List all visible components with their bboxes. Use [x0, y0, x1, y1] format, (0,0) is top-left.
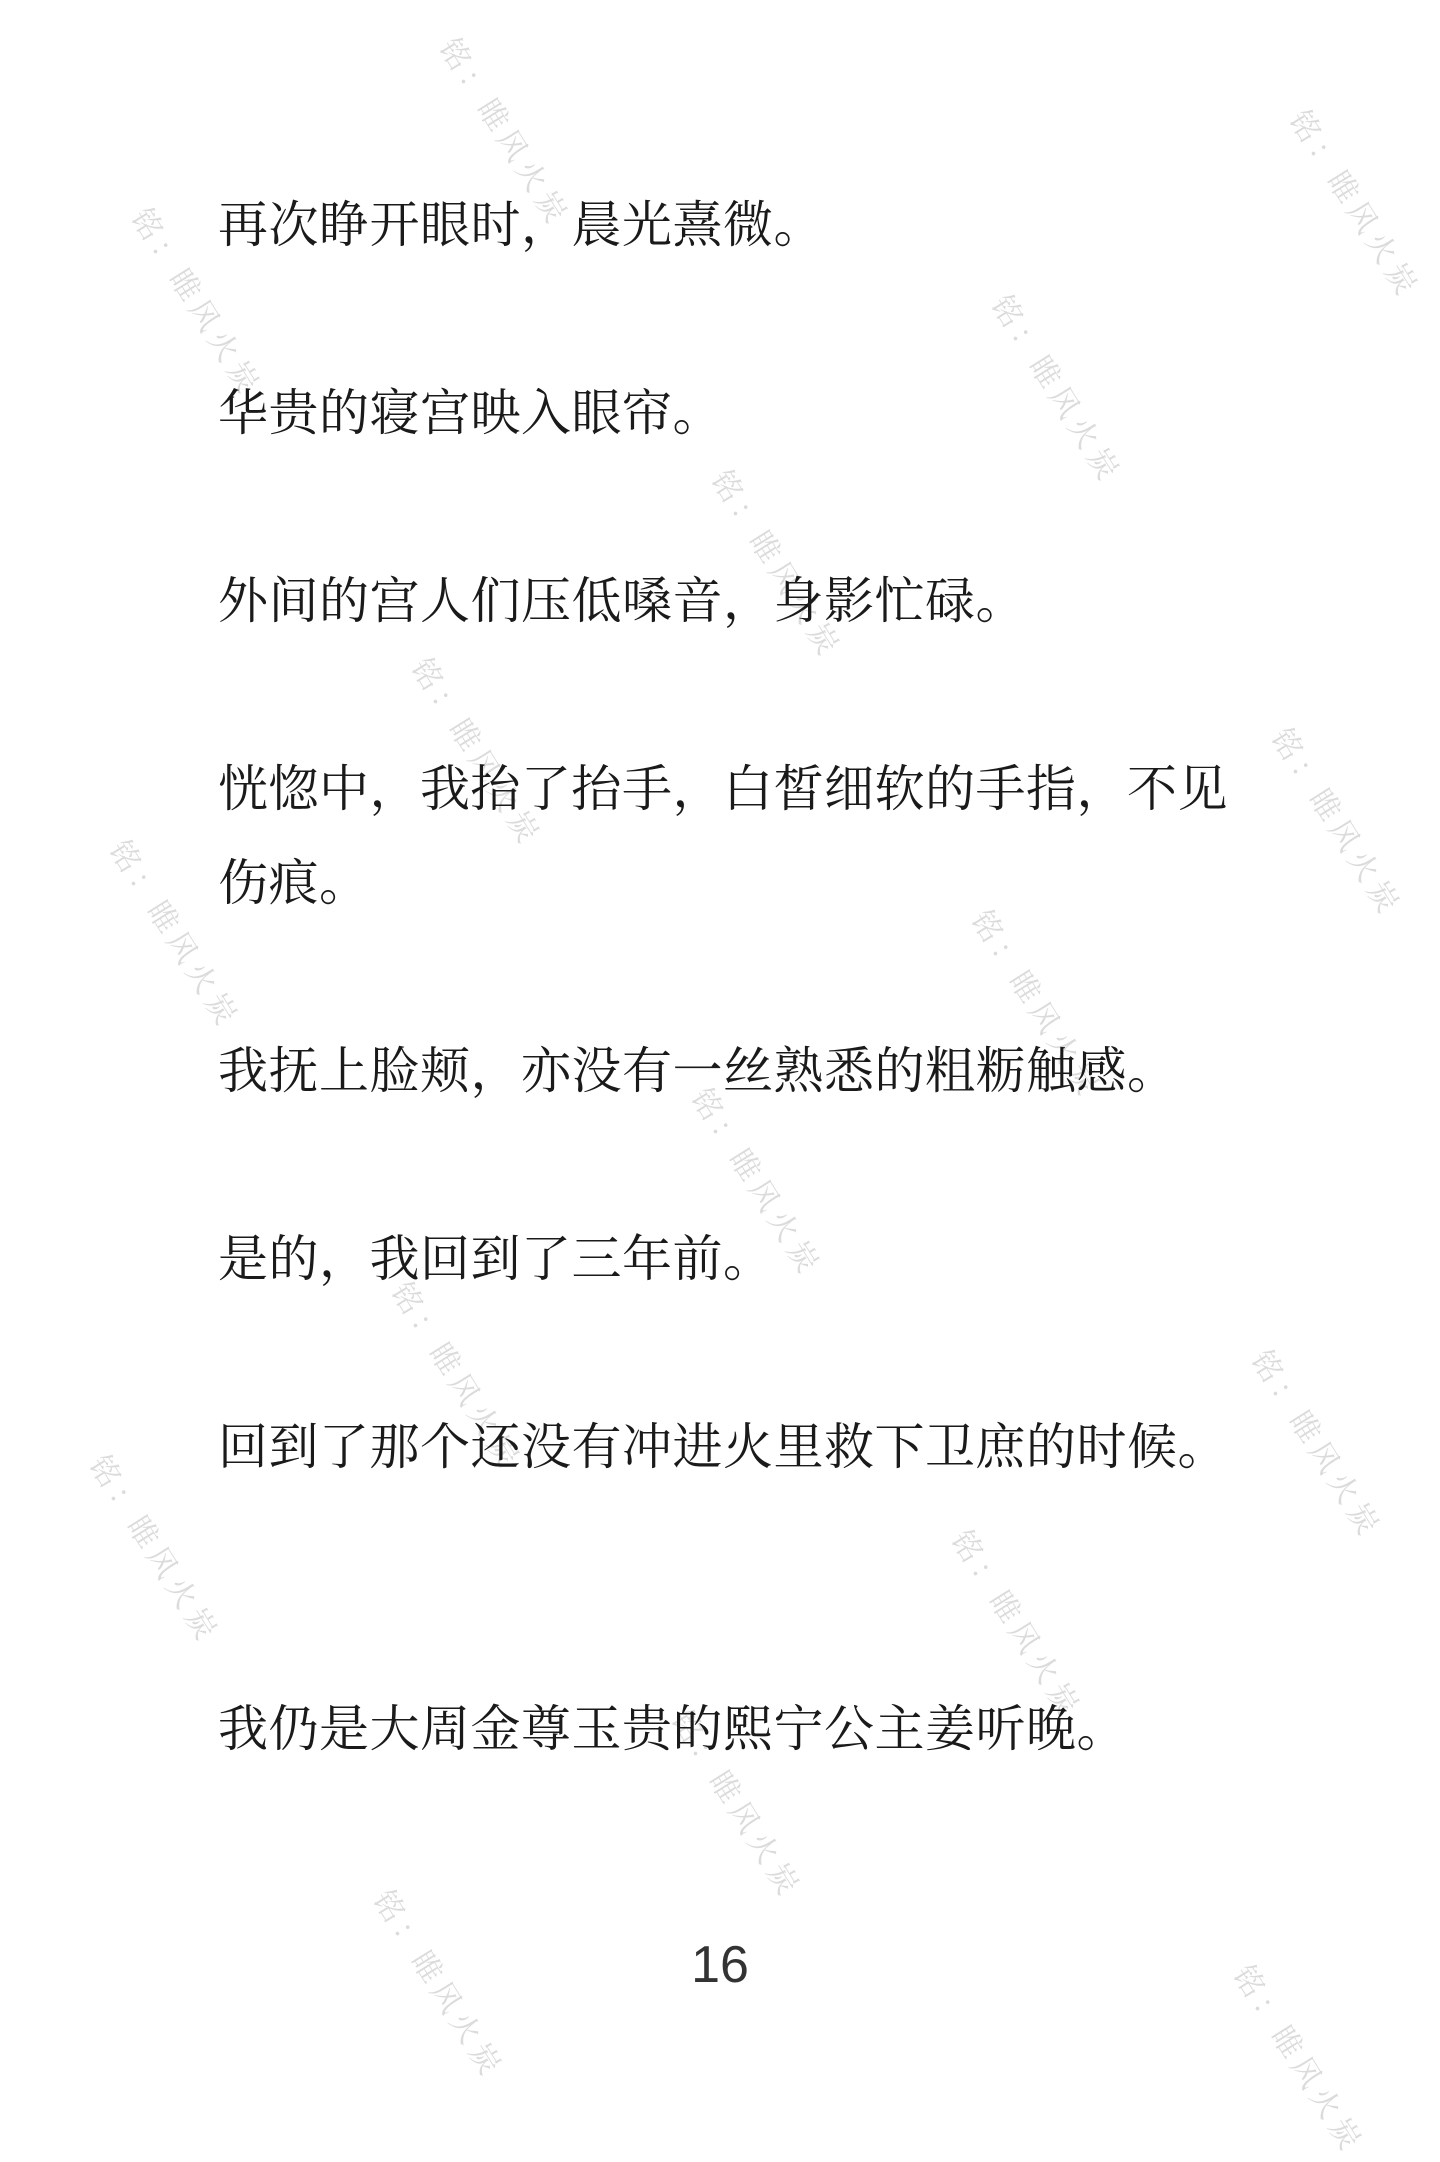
watermark: 铭：睢风火炭: [983, 289, 1128, 491]
watermark: 铭：睢风火炭: [663, 1704, 808, 1906]
watermark: 铭：睢风火炭: [81, 1449, 226, 1651]
watermark: 铭：睢风火炭: [943, 1524, 1088, 1726]
paragraph: 回到了那个还没有冲进火里救下卫庶的时候。: [218, 1418, 1228, 1476]
paragraph: 我抚上脸颊，亦没有一丝熟悉的粗粝触感。: [218, 1042, 1178, 1100]
watermark: 铭：睢风火炭: [1281, 104, 1426, 306]
watermark: 铭：睢风火炭: [123, 202, 268, 404]
page-number: 16: [691, 1936, 749, 1994]
paragraph: 恍惚中，我抬了抬手，白皙细软的手指，不见伤痕。: [218, 760, 1228, 912]
watermark: 铭：睢风火炭: [963, 904, 1108, 1106]
paragraph: 外间的宫人们压低嗓音，身影忙碌。: [218, 572, 1026, 630]
watermark: 铭：睢风火炭: [431, 32, 576, 234]
watermark: 铭：睢风火炭: [1243, 1344, 1388, 1546]
paragraph: 是的，我回到了三年前。: [218, 1230, 774, 1288]
watermark: 铭：睢风火炭: [703, 464, 848, 666]
watermark: 铭：睢风火炭: [365, 1884, 510, 2086]
watermark: 铭：睢风火炭: [1263, 722, 1408, 924]
paragraph: 再次睁开眼时，晨光熹微。: [218, 196, 824, 254]
paragraph: 我仍是大周金尊玉贵的熙宁公主姜听晚。: [218, 1700, 1127, 1758]
watermark: 铭：睢风火炭: [683, 1082, 828, 1284]
watermark: 铭：睢风火炭: [383, 1276, 528, 1478]
watermark: 铭：睢风火炭: [403, 652, 548, 854]
paragraph: 华贵的寝宫映入眼帘。: [218, 384, 723, 442]
watermark: 铭：睢风火炭: [101, 834, 246, 1036]
watermark: 铭：睢风火炭: [1225, 1959, 1370, 2161]
